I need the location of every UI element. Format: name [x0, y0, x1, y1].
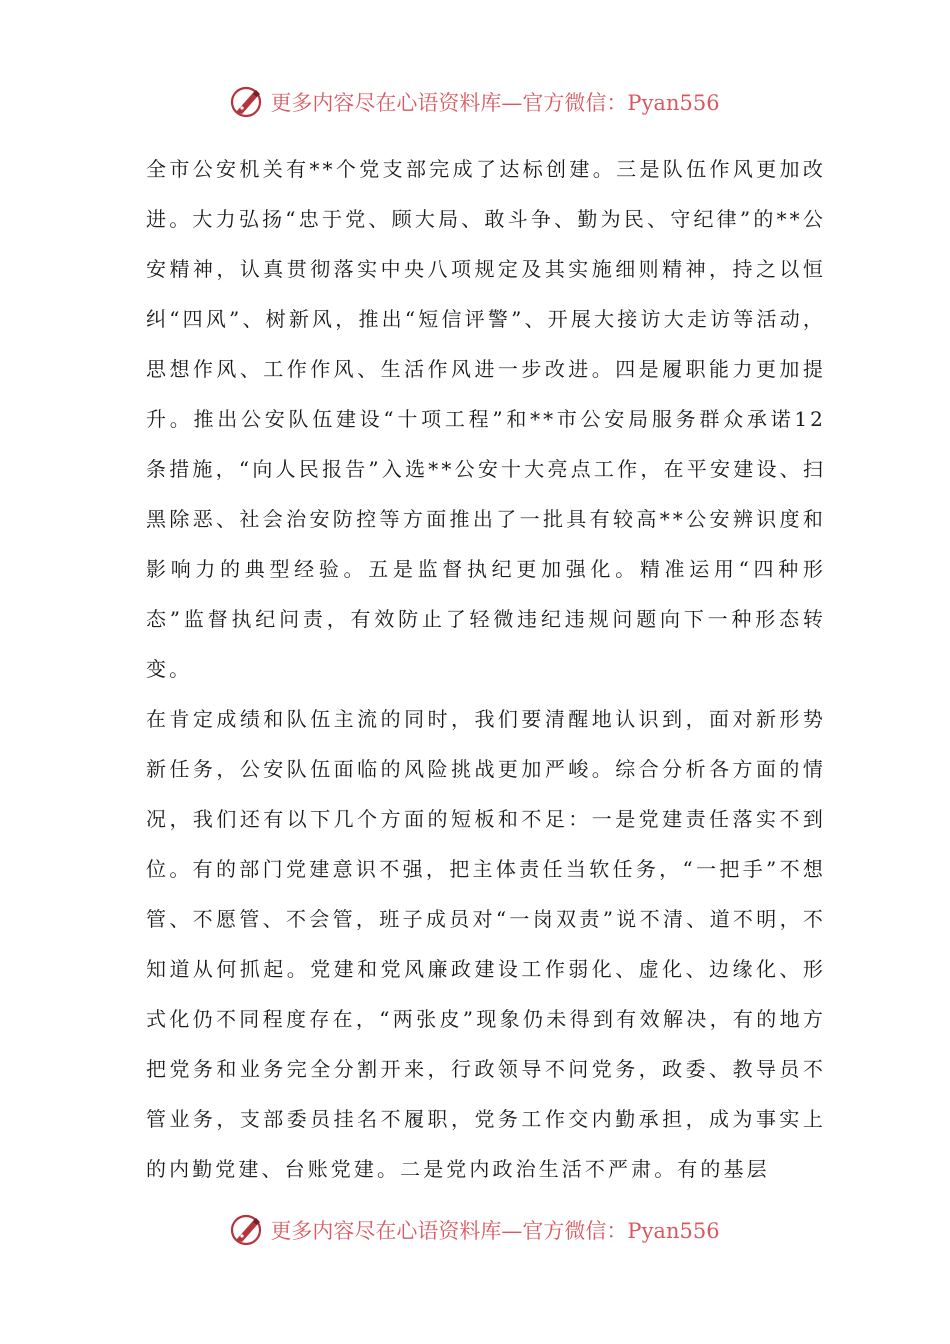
footer-banner	[0, 1208, 950, 1252]
header-banner	[0, 80, 950, 124]
footer-banner-text: 更多内容尽在心语资料库—官方微信：Pyan556	[270, 1219, 720, 1243]
pen-nib-logo-icon	[230, 1213, 264, 1247]
body-paragraph: 全市公安机关有**个党支部完成了达标创建。三是队伍作风更加改进。大力弘扬“忠于党、顾大局、敢斗争、勤为民、守纪律”的**公安精神，认真贯彻落实中央八项规定及其实施细则精神，持之以恒纠“四风”、树新风，推出“短信评警”、开展大接访大走访等活动，思想作风、工作作风、生活作风进一步改进。四是履职能力更加提升。推出公安队伍建设“十项工程”和**市公安局服务群众承诺12条措施，“向人民报告”入选**公安十大亮点工作，在平安建设、扫黑除恶、社会治安防控等方面推出了一批具有较高**公安辨识度和影响力的典型经验。五是监督执纪更加强化。精准运用“四种形态”监督执纪问责，有效防止了轻微违纪违规问题向下一种形态转变。	[146, 157, 826, 681]
pen-nib-logo-icon	[230, 85, 264, 119]
header-banner-text: 更多内容尽在心语资料库—官方微信：Pyan556	[270, 91, 720, 115]
body-paragraph: 在肯定成绩和队伍主流的同时，我们要清醒地认识到，面对新形势新任务，公安队伍面临的风险挑战更加严峻。综合分析各方面的情况，我们还有以下几个方面的短板和不足：一是党建责任落实不到位。有的部门党建意识不强，把主体责任当软任务，“一把手”不想管、不愿管、不会管，班子成员对“一岗双责”说不清、道不明，不知道从何抓起。党建和党风廉政建设工作弱化、虚化、边缘化、形式化仍不同程度存在，“两张皮”现象仍未得到有效解决，有的地方把党务和业务完全分割开来，行政领导不问党务，政委、教导员不管业务，支部委员挂名不履职，党务工作交内勤承担，成为事实上的内勤党建、台账党建。二是党内政治生活不严肃。有的基层	[146, 707, 826, 1181]
document-body	[146, 144, 826, 1194]
